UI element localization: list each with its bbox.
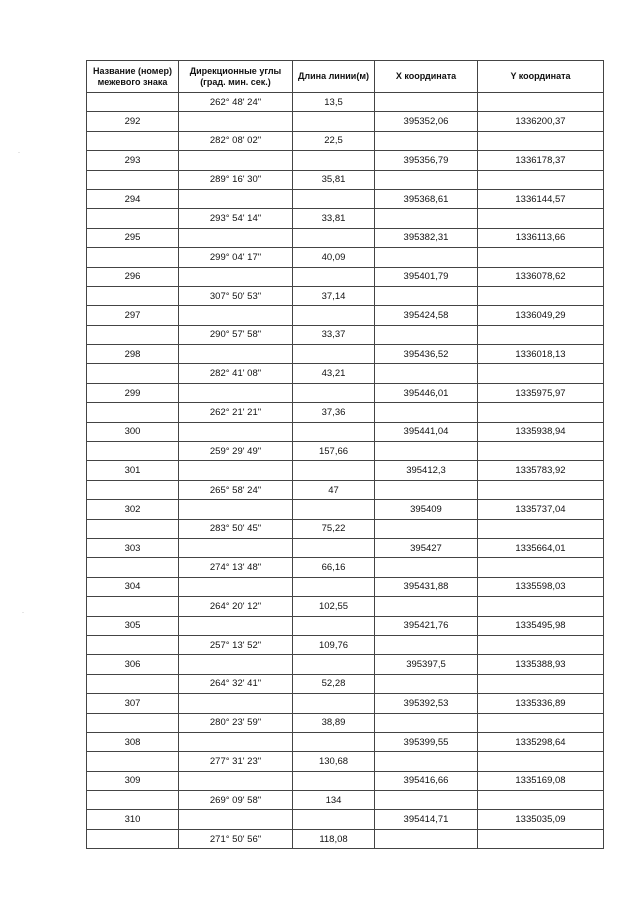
x-coordinate-cell [375,131,478,150]
table-row [87,442,604,461]
line-length-cell [293,538,375,557]
marker-name-cell [87,674,179,693]
table-row [87,713,604,732]
table-row [87,286,604,305]
x-coordinate-cell [375,209,478,228]
x-coordinate-cell: 395436,52 [375,345,478,364]
marker-name-cell [87,519,179,538]
table-row [87,93,604,112]
marker-name-cell: 302 [87,500,179,519]
table-row [87,538,604,557]
marker-name-cell [87,442,179,461]
bearing-angle-cell: 259° 29' 49" [179,442,293,461]
bearing-angle-cell [179,538,293,557]
bearing-angle-cell [179,189,293,208]
bearing-angle-cell: 307° 50' 53" [179,286,293,305]
line-length-cell: 33,37 [293,325,375,344]
bearing-angle-cell: 274° 13' 48" [179,558,293,577]
line-length-cell [293,616,375,635]
bearing-angle-cell [179,267,293,286]
table-row [87,345,604,364]
line-length-cell [293,306,375,325]
y-coordinate-cell: 1335388,93 [478,655,604,674]
marker-name-cell: 299 [87,383,179,402]
table-row [87,771,604,790]
table-row [87,810,604,829]
line-length-cell: 38,89 [293,713,375,732]
line-length-cell: 37,36 [293,403,375,422]
table-row [87,364,604,383]
x-coordinate-cell: 395416,66 [375,771,478,790]
x-coordinate-cell [375,403,478,422]
table-row [87,616,604,635]
bearing-angle-cell [179,151,293,170]
header-y-coordinate: Y координата [478,61,604,93]
y-coordinate-cell: 1335598,03 [478,577,604,596]
x-coordinate-cell [375,248,478,267]
header-marker-name: Название (номер) межевого знака [87,61,179,93]
y-coordinate-cell: 1336078,62 [478,267,604,286]
bearing-angle-cell: 277° 31' 23" [179,752,293,771]
bearing-angle-cell: 271° 50' 56" [179,829,293,848]
marker-name-cell: 307 [87,694,179,713]
bearing-angle-cell: 282° 08' 02" [179,131,293,150]
bearing-angle-cell [179,345,293,364]
header-x-coordinate: X координата [375,61,478,93]
marker-name-cell: 310 [87,810,179,829]
x-coordinate-cell [375,752,478,771]
bearing-angle-cell [179,500,293,519]
y-coordinate-cell: 1336113,66 [478,228,604,247]
y-coordinate-cell: 1335495,98 [478,616,604,635]
x-coordinate-cell: 395424,58 [375,306,478,325]
table-row [87,694,604,713]
y-coordinate-cell [478,442,604,461]
marker-name-cell [87,791,179,810]
line-length-cell [293,461,375,480]
line-length-cell [293,151,375,170]
y-coordinate-cell [478,674,604,693]
bearing-angle-cell: 299° 04' 17" [179,248,293,267]
marker-name-cell [87,209,179,228]
line-length-cell: 35,81 [293,170,375,189]
line-length-cell: 134 [293,791,375,810]
table-row [87,306,604,325]
bearing-angle-cell: 280° 23' 59" [179,713,293,732]
table-row [87,674,604,693]
marker-name-cell: 294 [87,189,179,208]
x-coordinate-cell [375,442,478,461]
table-row [87,480,604,499]
line-length-cell: 13,5 [293,93,375,112]
table-row [87,558,604,577]
boundary-coordinates-table [86,60,604,849]
bearing-angle-cell: 265° 58' 24" [179,480,293,499]
y-coordinate-cell [478,131,604,150]
x-coordinate-cell [375,286,478,305]
bearing-angle-cell: 289° 16' 30" [179,170,293,189]
marker-name-cell: 293 [87,151,179,170]
marker-name-cell [87,170,179,189]
line-length-cell: 47 [293,480,375,499]
bearing-angle-cell [179,577,293,596]
line-length-cell [293,112,375,131]
marker-name-cell [87,286,179,305]
bearing-angle-cell: 262° 21' 21" [179,403,293,422]
table-row [87,151,604,170]
x-coordinate-cell: 395397,5 [375,655,478,674]
table-row [87,635,604,654]
y-coordinate-cell [478,403,604,422]
scan-speck: · [18,150,20,156]
x-coordinate-cell: 395382,31 [375,228,478,247]
table-row [87,829,604,848]
y-coordinate-cell [478,170,604,189]
line-length-cell [293,422,375,441]
y-coordinate-cell [478,286,604,305]
bearing-angle-cell [179,422,293,441]
bearing-angle-cell: 264° 32' 41" [179,674,293,693]
x-coordinate-cell: 395409 [375,500,478,519]
bearing-angle-cell [179,228,293,247]
bearing-angle-cell: 264° 20' 12" [179,597,293,616]
line-length-cell: 33,81 [293,209,375,228]
y-coordinate-cell: 1335169,08 [478,771,604,790]
x-coordinate-cell: 395399,55 [375,732,478,751]
header-bearing-angle: Дирекционные углы (град. мин. сек.) [179,61,293,93]
header-row [87,61,604,93]
y-coordinate-cell: 1335035,09 [478,810,604,829]
marker-name-cell [87,403,179,422]
line-length-cell [293,189,375,208]
table-row [87,112,604,131]
line-length-cell: 75,22 [293,519,375,538]
marker-name-cell [87,635,179,654]
line-length-cell: 109,76 [293,635,375,654]
y-coordinate-cell [478,635,604,654]
x-coordinate-cell: 395401,79 [375,267,478,286]
x-coordinate-cell: 395446,01 [375,383,478,402]
bearing-angle-cell: 283° 50' 45" [179,519,293,538]
y-coordinate-cell: 1336144,57 [478,189,604,208]
x-coordinate-cell [375,791,478,810]
marker-name-cell [87,558,179,577]
table-row [87,209,604,228]
bearing-angle-cell [179,112,293,131]
marker-name-cell [87,597,179,616]
x-coordinate-cell [375,674,478,693]
table-row [87,577,604,596]
marker-name-cell [87,713,179,732]
bearing-angle-cell [179,732,293,751]
bearing-angle-cell [179,383,293,402]
bearing-angle-cell [179,771,293,790]
y-coordinate-cell [478,597,604,616]
line-length-cell [293,500,375,519]
line-length-cell: 66,16 [293,558,375,577]
marker-name-cell: 300 [87,422,179,441]
line-length-cell [293,345,375,364]
line-length-cell: 37,14 [293,286,375,305]
marker-name-cell [87,829,179,848]
table-row [87,267,604,286]
marker-name-cell: 304 [87,577,179,596]
marker-name-cell [87,248,179,267]
marker-name-cell: 305 [87,616,179,635]
table-row [87,597,604,616]
line-length-cell: 118,08 [293,829,375,848]
table-header [87,61,604,93]
x-coordinate-cell [375,519,478,538]
table-row [87,383,604,402]
y-coordinate-cell: 1336200,37 [478,112,604,131]
table-row [87,732,604,751]
y-coordinate-cell [478,558,604,577]
x-coordinate-cell [375,635,478,654]
marker-name-cell: 308 [87,732,179,751]
table-row [87,189,604,208]
marker-name-cell: 306 [87,655,179,674]
line-length-cell: 43,21 [293,364,375,383]
x-coordinate-cell [375,713,478,732]
marker-name-cell [87,752,179,771]
line-length-cell [293,732,375,751]
marker-name-cell [87,325,179,344]
y-coordinate-cell [478,519,604,538]
line-length-cell: 22,5 [293,131,375,150]
line-length-cell [293,577,375,596]
y-coordinate-cell: 1335298,64 [478,732,604,751]
table-row [87,170,604,189]
x-coordinate-cell [375,170,478,189]
line-length-cell: 102,55 [293,597,375,616]
y-coordinate-cell: 1336049,29 [478,306,604,325]
x-coordinate-cell: 395412,3 [375,461,478,480]
y-coordinate-cell [478,713,604,732]
line-length-cell [293,694,375,713]
line-length-cell [293,810,375,829]
x-coordinate-cell: 395441,04 [375,422,478,441]
bearing-angle-cell: 262° 48' 24" [179,93,293,112]
bearing-angle-cell: 257° 13' 52" [179,635,293,654]
y-coordinate-cell: 1335737,04 [478,500,604,519]
bearing-angle-cell [179,810,293,829]
marker-name-cell [87,131,179,150]
y-coordinate-cell: 1336178,37 [478,151,604,170]
bearing-angle-cell [179,616,293,635]
y-coordinate-cell [478,209,604,228]
y-coordinate-cell [478,791,604,810]
x-coordinate-cell [375,558,478,577]
bearing-angle-cell [179,461,293,480]
x-coordinate-cell: 395352,06 [375,112,478,131]
y-coordinate-cell [478,325,604,344]
marker-name-cell: 296 [87,267,179,286]
y-coordinate-cell [478,93,604,112]
line-length-cell: 40,09 [293,248,375,267]
x-coordinate-cell: 395392,53 [375,694,478,713]
table-row [87,519,604,538]
table-row [87,422,604,441]
bearing-angle-cell: 293° 54' 14" [179,209,293,228]
x-coordinate-cell [375,364,478,383]
marker-name-cell [87,93,179,112]
marker-name-cell: 309 [87,771,179,790]
x-coordinate-cell: 395368,61 [375,189,478,208]
marker-name-cell: 303 [87,538,179,557]
bearing-angle-cell [179,694,293,713]
bearing-angle-cell: 290° 57' 58" [179,325,293,344]
bearing-angle-cell [179,306,293,325]
line-length-cell [293,267,375,286]
scan-speck: · [22,610,24,616]
line-length-cell [293,655,375,674]
header-line-length: Длина линии(м) [293,61,375,93]
line-length-cell: 52,28 [293,674,375,693]
marker-name-cell [87,480,179,499]
table-row [87,403,604,422]
table-row [87,655,604,674]
x-coordinate-cell [375,325,478,344]
line-length-cell [293,383,375,402]
table-body [87,93,604,849]
table-row [87,752,604,771]
x-coordinate-cell: 395421,76 [375,616,478,635]
table-row [87,248,604,267]
y-coordinate-cell [478,364,604,383]
y-coordinate-cell: 1335975,97 [478,383,604,402]
marker-name-cell [87,364,179,383]
line-length-cell [293,228,375,247]
y-coordinate-cell: 1336018,13 [478,345,604,364]
y-coordinate-cell [478,480,604,499]
y-coordinate-cell [478,248,604,267]
x-coordinate-cell: 395414,71 [375,810,478,829]
bearing-angle-cell: 269° 09' 58" [179,791,293,810]
y-coordinate-cell: 1335336,89 [478,694,604,713]
table-row [87,131,604,150]
table-row [87,500,604,519]
table-row [87,325,604,344]
table-row [87,228,604,247]
bearing-angle-cell [179,655,293,674]
marker-name-cell: 298 [87,345,179,364]
y-coordinate-cell: 1335783,92 [478,461,604,480]
marker-name-cell: 295 [87,228,179,247]
marker-name-cell: 297 [87,306,179,325]
x-coordinate-cell [375,597,478,616]
x-coordinate-cell: 395427 [375,538,478,557]
line-length-cell: 157,66 [293,442,375,461]
x-coordinate-cell [375,93,478,112]
x-coordinate-cell: 395356,79 [375,151,478,170]
x-coordinate-cell: 395431,88 [375,577,478,596]
y-coordinate-cell [478,829,604,848]
y-coordinate-cell: 1335664,01 [478,538,604,557]
marker-name-cell: 292 [87,112,179,131]
y-coordinate-cell [478,752,604,771]
table-row [87,791,604,810]
marker-name-cell: 301 [87,461,179,480]
bearing-angle-cell: 282° 41' 08" [179,364,293,383]
x-coordinate-cell [375,480,478,499]
x-coordinate-cell [375,829,478,848]
line-length-cell: 130,68 [293,752,375,771]
line-length-cell [293,771,375,790]
y-coordinate-cell: 1335938,94 [478,422,604,441]
table-row [87,461,604,480]
